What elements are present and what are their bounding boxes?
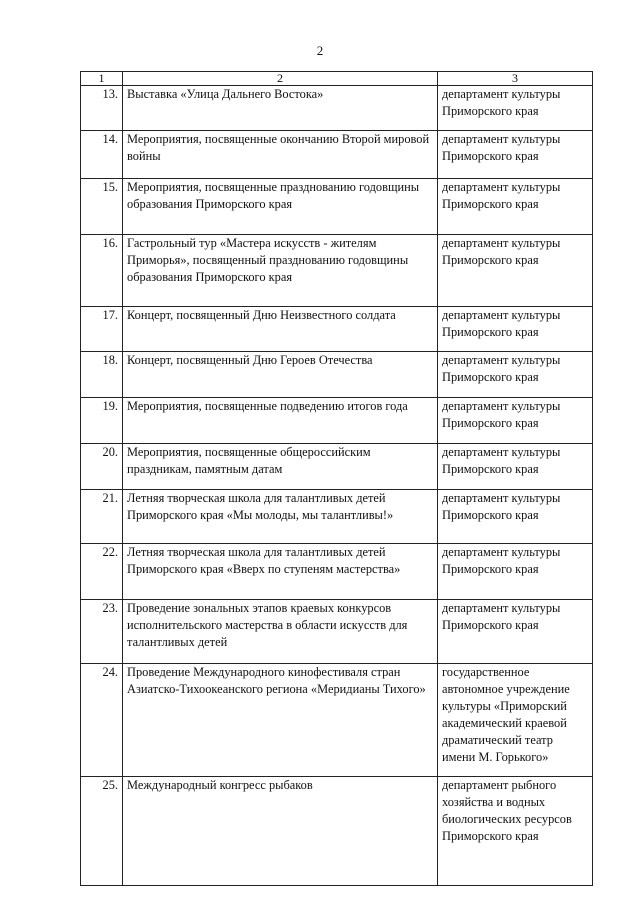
event-name: Мероприятия, посвященные окончанию Второй мировой войны xyxy=(123,131,438,179)
event-name: Выставка «Улица Дальнего Востока» xyxy=(123,86,438,131)
row-number: 24. xyxy=(81,664,123,777)
table-row xyxy=(81,86,593,131)
row-number: 25. xyxy=(81,777,123,886)
row-number: 19. xyxy=(81,398,123,444)
row-number: 13. xyxy=(81,86,123,131)
table-row xyxy=(81,490,593,544)
table-row xyxy=(81,235,593,307)
table-row xyxy=(81,777,593,886)
event-name: Проведение зональных этапов краевых конкурсов исполнительского мастерства в области искусств для талантливых детей xyxy=(123,600,438,664)
event-name: Летняя творческая школа для талантливых детей Приморского края «Мы молоды, мы талантливы!» xyxy=(123,490,438,544)
table-row xyxy=(81,352,593,398)
table-row xyxy=(81,398,593,444)
table-row xyxy=(81,544,593,600)
row-number: 15. xyxy=(81,179,123,235)
responsible-body: государственное автономное учреждение культуры «Приморский академический краевой драматический театр имени М. Горького» xyxy=(438,664,593,777)
responsible-body: департамент культуры Приморского края xyxy=(438,444,593,490)
responsible-body: департамент культуры Приморского края xyxy=(438,490,593,544)
events-table xyxy=(80,71,593,886)
row-number: 16. xyxy=(81,235,123,307)
row-number: 23. xyxy=(81,600,123,664)
event-name: Проведение Международного кинофестиваля стран Азиатско-Тихоокеанского региона «Меридианы Тихого» xyxy=(123,664,438,777)
column-header-responsible: 3 xyxy=(438,72,593,86)
responsible-body: департамент культуры Приморского края xyxy=(438,86,593,131)
responsible-body: департамент культуры Приморского края xyxy=(438,235,593,307)
row-number: 18. xyxy=(81,352,123,398)
table-header-row xyxy=(81,72,593,86)
responsible-body: департамент культуры Приморского края xyxy=(438,352,593,398)
table-row xyxy=(81,131,593,179)
event-name: Мероприятия, посвященные празднованию годовщины образования Приморского края xyxy=(123,179,438,235)
event-name: Концерт, посвященный Дню Героев Отечества xyxy=(123,352,438,398)
table-row xyxy=(81,664,593,777)
column-header-event: 2 xyxy=(123,72,438,86)
event-name: Мероприятия, посвященные общероссийским праздникам, памятным датам xyxy=(123,444,438,490)
responsible-body: департамент культуры Приморского края xyxy=(438,600,593,664)
row-number: 17. xyxy=(81,307,123,352)
event-name: Мероприятия, посвященные подведению итогов года xyxy=(123,398,438,444)
row-number: 14. xyxy=(81,131,123,179)
row-number: 20. xyxy=(81,444,123,490)
column-header-number: 1 xyxy=(81,72,123,86)
row-number: 22. xyxy=(81,544,123,600)
event-name: Гастрольный тур «Мастера искусств - жителям Приморья», посвященный празднованию годовщины образования Приморского края xyxy=(123,235,438,307)
responsible-body: департамент культуры Приморского края xyxy=(438,179,593,235)
event-name: Концерт, посвященный Дню Неизвестного солдата xyxy=(123,307,438,352)
responsible-body: департамент культуры Приморского края xyxy=(438,544,593,600)
table-row xyxy=(81,307,593,352)
responsible-body: департамент культуры Приморского края xyxy=(438,398,593,444)
row-number: 21. xyxy=(81,490,123,544)
event-name: Летняя творческая школа для талантливых детей Приморского края «Вверх по ступеням мастерства» xyxy=(123,544,438,600)
responsible-body: департамент культуры Приморского края xyxy=(438,131,593,179)
responsible-body: департамент рыбного хозяйства и водных биологических ресурсов Приморского края xyxy=(438,777,593,886)
table-row xyxy=(81,444,593,490)
table-row xyxy=(81,600,593,664)
responsible-body: департамент культуры Приморского края xyxy=(438,307,593,352)
table-row xyxy=(81,179,593,235)
page-number: 2 xyxy=(316,43,324,58)
event-name: Международный конгресс рыбаков xyxy=(123,777,438,886)
